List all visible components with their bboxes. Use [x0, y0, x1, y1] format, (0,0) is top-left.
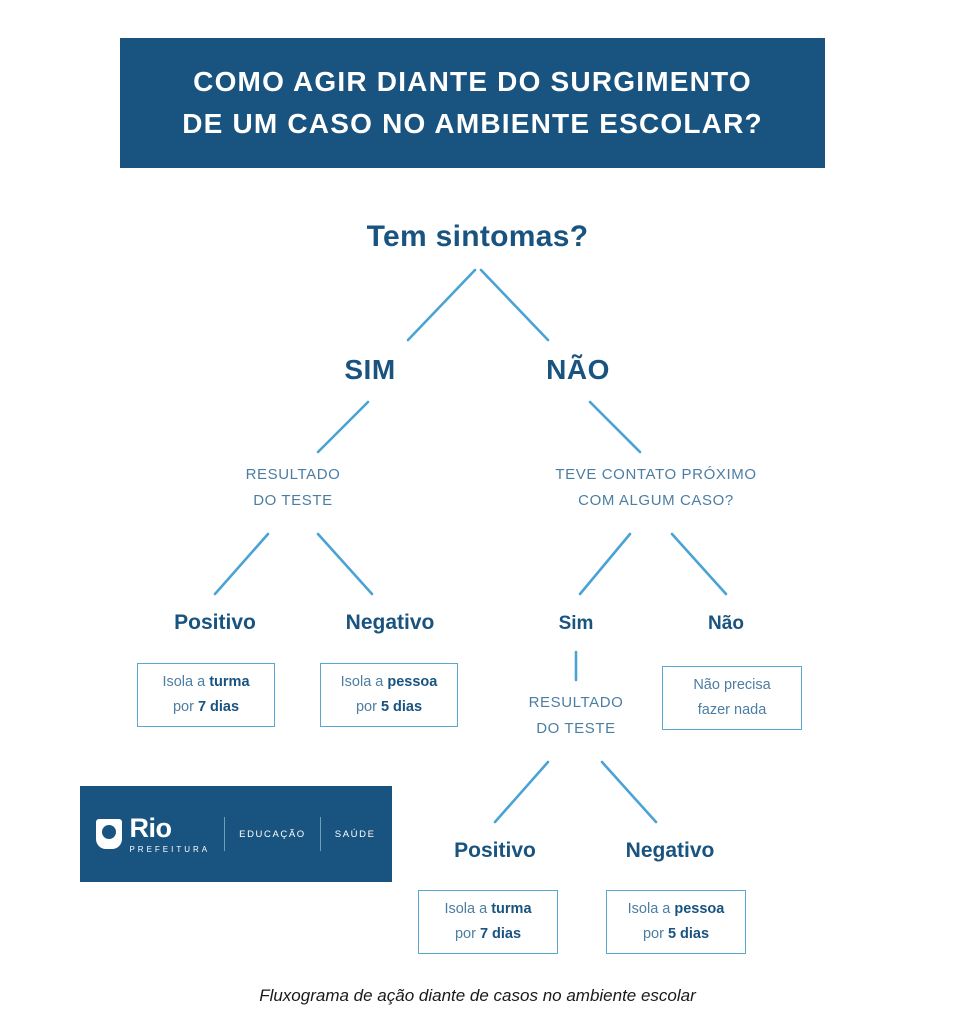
logo-brand: Rio: [129, 812, 172, 843]
box-contact-no-line2: fazer nada: [697, 702, 767, 718]
box-contact-negative-line1: [628, 897, 725, 922]
node-close-contact-line2: COM ALGUM CASO?: [578, 492, 734, 510]
box-contact-no-action: [662, 666, 802, 730]
node-yes-positive: Positivo: [174, 611, 256, 634]
logo-banner: [80, 786, 392, 882]
logo-divider-2: [320, 817, 321, 851]
node-yes-test-result-line1: RESULTADO: [245, 466, 341, 483]
node-contact-no: Não: [708, 613, 744, 634]
node-branch-no: NÃO: [546, 354, 610, 385]
box-yes-negative-line1: [341, 670, 438, 695]
node-contact-positive: Positivo: [454, 839, 536, 862]
box-yes-negative-line1-strong: pessoa: [387, 674, 438, 691]
node-contact-test-result-line1: RESULTADO: [528, 694, 624, 711]
node-contact-negative: Negativo: [625, 839, 715, 862]
figure-caption: Fluxograma de ação diante de casos no ambiente escolar: [259, 986, 696, 1005]
box-yes-negative-line2-text: por: [355, 699, 381, 715]
node-contact-test-result: [476, 690, 676, 743]
box-yes-negative-line1-text: Isola a: [340, 674, 388, 691]
box-contact-positive-action: [418, 890, 558, 954]
node-contact-test-result-line2: DO TESTE: [536, 720, 616, 738]
box-yes-positive-line2: [173, 695, 239, 720]
node-close-contact-line1: TEVE CONTATO PRÓXIMO: [555, 466, 757, 483]
node-close-contact-question: [511, 462, 801, 515]
box-contact-negative-line2-text: por: [642, 926, 668, 942]
box-contact-positive-line2-text: por: [454, 926, 480, 942]
logo-text-block: [129, 812, 211, 854]
logo-divider-1: [224, 817, 225, 851]
box-contact-negative-line2-strong: 5 dias: [667, 926, 710, 942]
title-banner: [120, 38, 825, 168]
box-yes-positive-action: [137, 663, 275, 727]
box-yes-positive-line1-text: Isola a: [162, 674, 210, 691]
box-contact-negative-line2: [643, 922, 709, 947]
logo-tag-saude: SAÚDE: [334, 828, 376, 840]
title-line-1: COMO AGIR DIANTE DO SURGIMENTO: [193, 66, 752, 97]
box-contact-no-line1: Não precisa: [693, 677, 771, 694]
node-contact-yes: Sim: [558, 613, 594, 634]
logo-inner: [96, 812, 376, 854]
box-contact-negative-line1-strong: pessoa: [674, 901, 725, 918]
title-line-2: DE UM CASO NO AMBIENTE ESCOLAR?: [182, 108, 763, 139]
box-contact-positive-line1-text: Isola a: [444, 901, 492, 918]
logo-subtitle: PREFEITURA: [129, 844, 211, 854]
box-contact-positive-line1-strong: turma: [491, 901, 532, 918]
rio-shield-icon: [96, 819, 122, 849]
box-contact-positive-line2-strong: 7 dias: [479, 926, 522, 942]
node-yes-test-result: [193, 462, 393, 515]
box-yes-positive-line2-strong: 7 dias: [197, 699, 240, 715]
box-yes-positive-line1-strong: turma: [209, 674, 250, 691]
node-yes-test-result-line2: DO TESTE: [253, 492, 333, 510]
box-yes-negative-line2: [356, 695, 422, 720]
box-yes-negative-line2-strong: 5 dias: [380, 699, 423, 715]
box-yes-positive-line2-text: por: [172, 699, 198, 715]
logo-tag-educacao: EDUCAÇÃO: [239, 828, 306, 840]
box-contact-negative-action: [606, 890, 746, 954]
node-root-question: Tem sintomas?: [366, 220, 589, 253]
box-contact-positive-line2: [455, 922, 521, 947]
box-yes-negative-action: [320, 663, 458, 727]
box-contact-negative-line1-text: Isola a: [627, 901, 675, 918]
node-branch-yes: SIM: [344, 354, 396, 385]
box-contact-positive-line1: [444, 897, 531, 922]
node-yes-negative: Negativo: [345, 611, 435, 634]
box-yes-positive-line1: [162, 670, 249, 695]
